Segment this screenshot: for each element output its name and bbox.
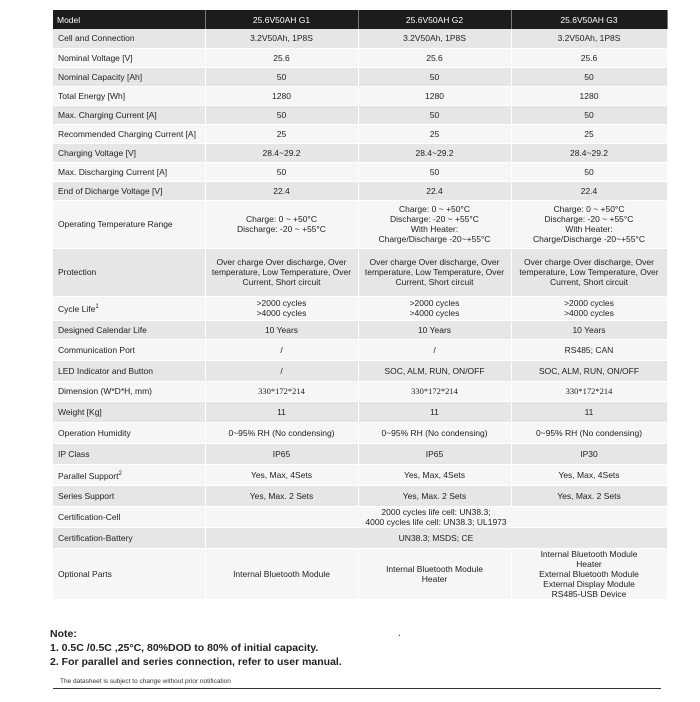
value-cell: 22.4 bbox=[511, 181, 667, 200]
footnote-marker: 2 bbox=[118, 470, 122, 477]
value-cell: 28.4~29.2 bbox=[205, 143, 358, 162]
footnote-marker: 1 bbox=[95, 304, 99, 311]
value-cell: RS485; CAN bbox=[511, 339, 667, 360]
value-cell: / bbox=[205, 339, 358, 360]
row-label bbox=[53, 248, 205, 296]
row-label-text: Operating Temperature Range bbox=[58, 219, 173, 229]
row-label bbox=[53, 506, 205, 527]
row-label bbox=[53, 67, 205, 86]
row-label-text: Communication Port bbox=[58, 344, 136, 355]
row-label-text: LED Indicator and Button bbox=[58, 365, 153, 376]
value-cell: 50 bbox=[511, 105, 667, 124]
row-label bbox=[53, 181, 205, 200]
table-row bbox=[53, 548, 667, 599]
row-label bbox=[53, 443, 205, 464]
value-cell: 330*172*214 bbox=[358, 381, 511, 401]
spec-table bbox=[53, 10, 668, 600]
row-label-text: Protection bbox=[58, 267, 97, 277]
row-label-text: Max. Charging Current [A] bbox=[58, 109, 157, 120]
row-label-text: Series Support bbox=[58, 490, 115, 501]
value-cell: / bbox=[205, 360, 358, 381]
table-row bbox=[53, 360, 667, 381]
row-label bbox=[53, 548, 205, 599]
table-row bbox=[53, 464, 667, 485]
table-row bbox=[53, 181, 667, 200]
header-cell: 25.6V50AH G2 bbox=[358, 10, 511, 29]
value-cell: 50 bbox=[358, 162, 511, 181]
value-cell: >2000 cycles >4000 cycles bbox=[358, 296, 511, 320]
row-label bbox=[53, 143, 205, 162]
value-cell: 0~95% RH (No condensing) bbox=[358, 422, 511, 443]
value-cell: 3.2V50Ah, 1P8S bbox=[358, 29, 511, 48]
table-row bbox=[53, 29, 667, 48]
value-cell: 11 bbox=[511, 401, 667, 422]
row-label bbox=[53, 339, 205, 360]
table-row bbox=[53, 485, 667, 506]
value-cell: 25 bbox=[205, 124, 358, 143]
table-row bbox=[53, 527, 667, 548]
value-cell: 50 bbox=[511, 162, 667, 181]
value-cell: 25.6 bbox=[205, 48, 358, 67]
row-label-text: Cell and Connection bbox=[58, 33, 135, 44]
row-label-text: Nominal Voltage [V] bbox=[58, 52, 133, 63]
value-cell: 50 bbox=[511, 67, 667, 86]
row-label bbox=[53, 401, 205, 422]
value-cell: Internal Bluetooth Module Heater bbox=[358, 548, 511, 599]
row-label bbox=[53, 162, 205, 181]
table-row bbox=[53, 320, 667, 339]
value-cell: Yes, Max. 2 Sets bbox=[358, 485, 511, 506]
row-label-text: End of Dicharge Voltage [V] bbox=[58, 185, 163, 196]
row-label-text: Weight [Kg] bbox=[58, 406, 102, 417]
value-cell: Over charge Over discharge, Over temperature, Low Temperature, Over Current, Short circuit bbox=[205, 248, 358, 296]
value-cell: 1280 bbox=[205, 86, 358, 105]
row-label-text: Designed Calendar Life bbox=[58, 324, 147, 335]
table-row bbox=[53, 124, 667, 143]
value-cell: 330*172*214 bbox=[205, 381, 358, 401]
table-row bbox=[53, 48, 667, 67]
note-title: Note: bbox=[50, 628, 77, 640]
table-row bbox=[53, 67, 667, 86]
row-label-text: Parallel Support bbox=[58, 470, 119, 481]
row-label-text: Certification-Battery bbox=[58, 532, 133, 543]
table-row bbox=[53, 86, 667, 105]
value-cell: Internal Bluetooth Module bbox=[205, 548, 358, 599]
value-cell: 22.4 bbox=[205, 181, 358, 200]
row-label bbox=[53, 485, 205, 506]
value-cell: 50 bbox=[205, 162, 358, 181]
value-cell: 330*172*214 bbox=[511, 381, 667, 401]
row-label-text: Cycle Life bbox=[58, 303, 96, 314]
table-row bbox=[53, 162, 667, 181]
row-label-text: IP Class bbox=[58, 448, 90, 459]
value-cell: 28.4~29.2 bbox=[511, 143, 667, 162]
row-label-text: Nominal Capacity [Ah] bbox=[58, 71, 143, 82]
row-label-text: Max. Discharging Current [A] bbox=[58, 166, 168, 177]
value-cell: Yes, Max, 4Sets bbox=[205, 464, 358, 485]
row-label-text: Dimension (W*D*H, mm) bbox=[58, 386, 152, 396]
stray-dot: . bbox=[398, 628, 401, 639]
row-label bbox=[53, 29, 205, 48]
value-cell: 28.4~29.2 bbox=[358, 143, 511, 162]
value-cell: 3.2V50Ah, 1P8S bbox=[511, 29, 667, 48]
value-cell: 0~95% RH (No condensing) bbox=[205, 422, 358, 443]
row-label-text: Certification-Cell bbox=[58, 511, 121, 522]
table-row bbox=[53, 506, 667, 527]
value-cell: Charge: 0 ~ +50°C Discharge: -20 ~ +55°C With Heater: Charge/Discharge -20~+55°C bbox=[358, 200, 511, 248]
value-cell: 50 bbox=[358, 67, 511, 86]
value-cell: Internal Bluetooth Module Heater External Bluetooth Module External Display Module RS485-USB Device bbox=[511, 548, 667, 599]
row-label bbox=[53, 296, 205, 320]
value-cell: 0~95% RH (No condensing) bbox=[511, 422, 667, 443]
value-cell: SOC, ALM, RUN, ON/OFF bbox=[358, 360, 511, 381]
value-cell: 25 bbox=[358, 124, 511, 143]
footer-disclaimer: The datasheet is subject to change without prior notification bbox=[60, 678, 231, 685]
table-row bbox=[53, 296, 667, 320]
value-cell: IP30 bbox=[511, 443, 667, 464]
row-label bbox=[53, 464, 205, 485]
row-label-text: Charging Voltage [V] bbox=[58, 147, 136, 158]
value-cell: 10 Years bbox=[358, 320, 511, 339]
value-cell: Yes, Max, 4Sets bbox=[511, 464, 667, 485]
merged-value-cell: 2000 cycles life cell: UN38.3; 4000 cycles life cell: UN38.3; UL1973 bbox=[205, 506, 667, 527]
row-label bbox=[53, 320, 205, 339]
table-row bbox=[53, 339, 667, 360]
row-label bbox=[53, 422, 205, 443]
note-line-2: 2. For parallel and series connection, refer to user manual. bbox=[50, 656, 342, 668]
note-line-1: 1. 0.5C /0.5C ,25°C, 80%DOD to 80% of initial capacity. bbox=[50, 642, 319, 654]
row-label-text: Total Energy [Wh] bbox=[58, 90, 126, 101]
value-cell: 50 bbox=[205, 67, 358, 86]
value-cell: 11 bbox=[205, 401, 358, 422]
row-label bbox=[53, 527, 205, 548]
table-row bbox=[53, 381, 667, 401]
row-label bbox=[53, 200, 205, 248]
row-label bbox=[53, 86, 205, 105]
table-row bbox=[53, 200, 667, 248]
row-label-text: Operation Humidity bbox=[58, 427, 131, 438]
row-label bbox=[53, 48, 205, 67]
value-cell: 25.6 bbox=[511, 48, 667, 67]
value-cell: 50 bbox=[358, 105, 511, 124]
header-cell: Model bbox=[53, 10, 205, 29]
value-cell: Charge: 0 ~ +50°C Discharge: -20 ~ +55°C bbox=[205, 200, 358, 248]
row-label bbox=[53, 381, 205, 401]
header-row bbox=[53, 10, 667, 29]
table-row bbox=[53, 105, 667, 124]
value-cell: >2000 cycles >4000 cycles bbox=[511, 296, 667, 320]
value-cell: Yes, Max. 2 Sets bbox=[511, 485, 667, 506]
table-row bbox=[53, 143, 667, 162]
merged-value-cell: UN38.3; MSDS; CE bbox=[205, 527, 667, 548]
value-cell: Yes, Max. 2 Sets bbox=[205, 485, 358, 506]
row-label-text: Optional Parts bbox=[58, 568, 112, 579]
value-cell: 1280 bbox=[358, 86, 511, 105]
value-cell: 3.2V50Ah, 1P8S bbox=[205, 29, 358, 48]
table-row bbox=[53, 401, 667, 422]
row-label bbox=[53, 105, 205, 124]
row-label bbox=[53, 124, 205, 143]
header-cell: 25.6V50AH G3 bbox=[511, 10, 667, 29]
value-cell: / bbox=[358, 339, 511, 360]
row-label-text: Recommended Charging Current [A] bbox=[58, 128, 196, 139]
value-cell: 11 bbox=[358, 401, 511, 422]
value-cell: 1280 bbox=[511, 86, 667, 105]
value-cell: Over charge Over discharge, Over temperature, Low Temperature, Over Current, Short circuit bbox=[511, 248, 667, 296]
row-label bbox=[53, 360, 205, 381]
footer-rule bbox=[53, 688, 661, 689]
value-cell: >2000 cycles >4000 cycles bbox=[205, 296, 358, 320]
value-cell: Charge: 0 ~ +50°C Discharge: -20 ~ +55°C With Heater: Charge/Discharge -20~+55°C bbox=[511, 200, 667, 248]
value-cell: 50 bbox=[205, 105, 358, 124]
table-row bbox=[53, 248, 667, 296]
value-cell: 10 Years bbox=[205, 320, 358, 339]
header-cell: 25.6V50AH G1 bbox=[205, 10, 358, 29]
value-cell: 22.4 bbox=[358, 181, 511, 200]
value-cell: IP65 bbox=[205, 443, 358, 464]
value-cell: IP65 bbox=[358, 443, 511, 464]
value-cell: Yes, Max, 4Sets bbox=[358, 464, 511, 485]
table-row bbox=[53, 443, 667, 464]
table-row bbox=[53, 422, 667, 443]
value-cell: 25 bbox=[511, 124, 667, 143]
value-cell: SOC, ALM, RUN, ON/OFF bbox=[511, 360, 667, 381]
value-cell: 10 Years bbox=[511, 320, 667, 339]
value-cell: Over charge Over discharge, Over temperature, Low Temperature, Over Current, Short circuit bbox=[358, 248, 511, 296]
value-cell: 25.6 bbox=[358, 48, 511, 67]
